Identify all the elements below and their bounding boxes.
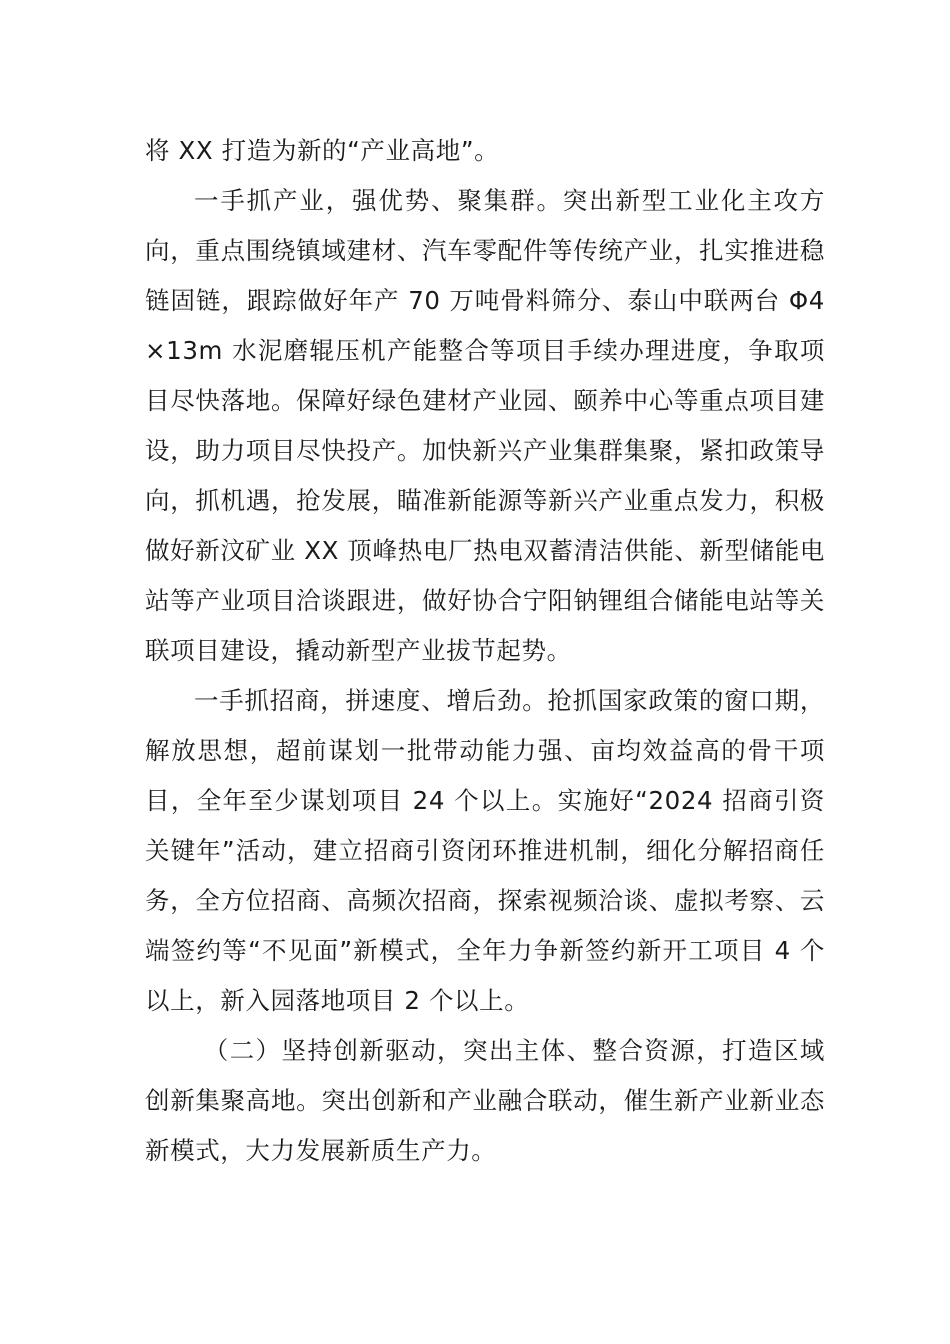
document-body <box>145 126 825 1176</box>
paragraph-investment-attraction: 一手抓招商，拼速度、增后劲。抢抓国家政策的窗口期，解放思想，超前谋划一批带动能力强、亩均效益高的骨干项目，全年至少谋划项目 24 个以上。实施好“2024 招商引资关键年”活动，建立招商引资闭环推进机制，细化分解招商任务，全方位招商、高频次招商，探索视频洽谈、虚拟考察、云端签约等“不见面”新模式，全年力争新签约新开工项目 4 个以上，新入园落地项目 2 个以上。 <box>145 686 825 1015</box>
section-heading-innovation: （二）坚持创新驱动，突出主体、整合资源，打造区域创新集聚高地。突出创新和产业融合联动，催生新产业新业态新模式，大力发展新质生产力。 <box>145 1036 825 1165</box>
paragraph-industry: 一手抓产业，强优势、聚集群。突出新型工业化主攻方向，重点围绕镇域建材、汽车零配件等传统产业，扎实推进稳链固链，跟踪做好年产 70 万吨骨料筛分、泰山中联两台 Φ4×13m 水泥磨辊压机产能整合等项目手续办理进度，争取项目尽快落地。保障好绿色建材产业园、颐养中心等重点项目建设，助力项目尽快投产。加快新兴产业集群集聚，紧扣政策导向，抓机遇，抢发展，瞄准新能源等新兴产业重点发力，积极做好新汶矿业 XX 顶峰热电厂热电双蓄清洁供能、新型储能电站等产业项目洽谈跟进，做好协合宁阳钠锂组合储能电站等关联项目建设，撬动新型产业拔节起势。 <box>145 186 825 665</box>
paragraph-continuation: 将 XX 打造为新的“产业高地”。 <box>145 136 500 165</box>
